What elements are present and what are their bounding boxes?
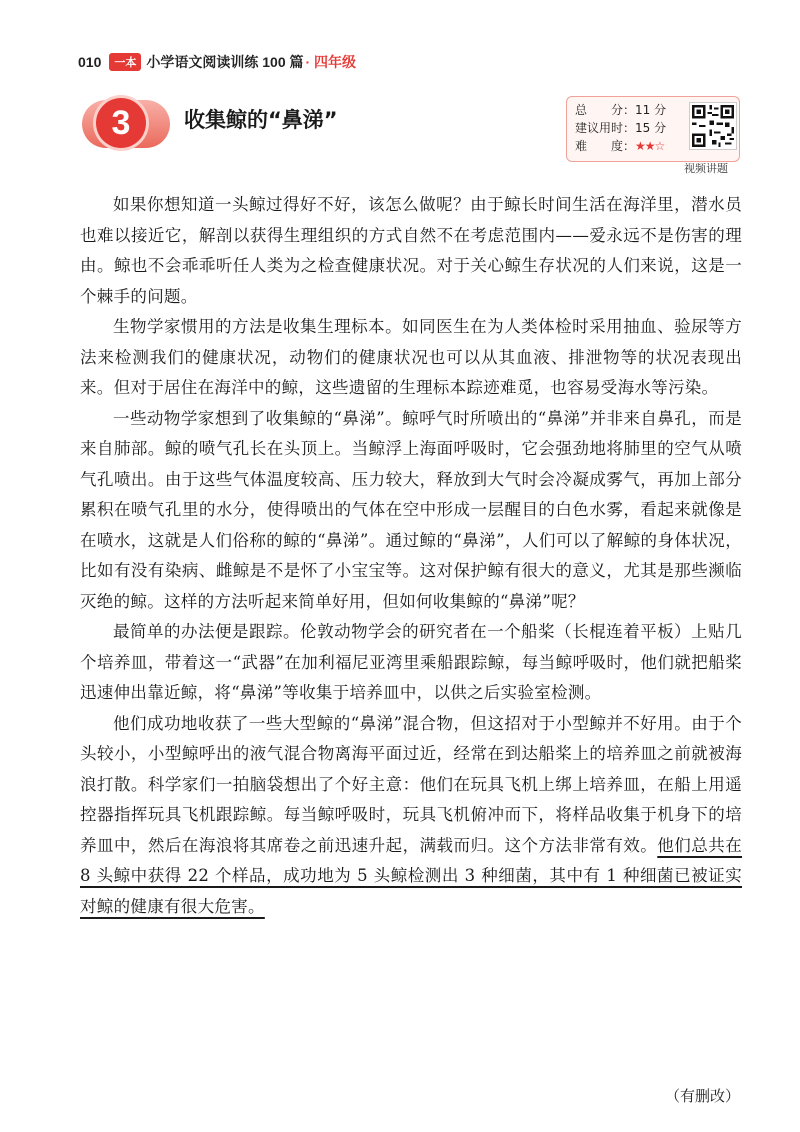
page-number: 010 [78,54,102,70]
qr-code-icon[interactable] [689,102,737,150]
series-title: 小学语文阅读训练 100 篇 [146,54,304,70]
brand-logo: 一本 [109,53,141,71]
lesson-number: 3 [96,98,146,148]
lesson-number-badge [82,100,170,148]
score-row [575,101,666,119]
score-label: 总 分： [575,103,636,117]
time-label: 建议用时： [575,121,636,135]
lesson-title: 收集鲸的“鼻涕” [184,108,338,132]
source-note: （有删改） [664,1087,740,1105]
time-row [575,119,666,137]
underlined-sentence: 他们总共在 8 头鲸中获得 22 个样品，成功地为 5 头鲸检测出 3 种细菌，其中有 1 种细菌已被证实对鲸的健康有很大危害。 [80,835,742,916]
paragraph-1: 如果你想知道一头鲸过得好不好，该怎么做呢？由于鲸长时间生活在海洋里，潜水员也难以接近它，解剖以获得生理组织的方式自然不在考虑范围内——爱永远不是伤害的理由。鲸也不会乖乖听任人类为之检查健康状况。对于关心鲸生存状况的人们来说，这是一个棘手的问题。 [80,195,742,306]
difficulty-label: 难 度： [575,139,636,153]
time-value: 15 分 [635,121,667,135]
article-body [80,190,742,922]
lesson-info-box [566,96,740,162]
paragraph-5 [80,709,742,923]
difficulty-row [575,137,666,155]
lesson-title-banner [82,94,552,156]
grade-label: · 四年级 [305,54,357,70]
paragraph-5-text: 他们成功地收获了一些大型鲸的“鼻涕”混合物，但这招对于小型鲸并不好用。由于个头较小，小型鲸呼出的液气混合物离海平面过近，经常在到达船桨上的培养皿之前就被海浪打散。科学家们一拍脑袋想出了个好主意：他们在玩具飞机上绑上培养皿，在船上用遥控器指挥玩具飞机跟踪鲸。每当鲸呼吸时，玩具飞机俯冲而下，将样品收集于机身下的培养皿中，然后在海浪将其席卷之前迅速升起，满载而归。这个方法非常有效。 [80,713,742,855]
qr-caption: 视频讲题 [684,162,728,175]
paragraph-2: 生物学家惯用的方法是收集生理标本。如同医生在为人类体检时采用抽血、验尿等方法来检测我们的健康状况，动物们的健康状况也可以从其血液、排泄物等的状况表现出来。但对于居住在海洋中的鲸，这些遗留的生理标本踪迹难觅，也容易受海水等污染。 [80,317,742,397]
paragraph-3: 一些动物学家想到了收集鲸的“鼻涕”。鲸呼气时所喷出的“鼻涕”并非来自鼻孔，而是来自肺部。鲸的喷气孔长在头顶上。当鲸浮上海面呼吸时，它会强劲地将肺里的空气从喷气孔喷出。由于这些气体温度较高、压力较大，释放到大气时会冷凝成雾气，再加上部分累积在喷气孔里的水分，使得喷出的气体在空中形成一层醒目的白色水雾，看起来就像是在喷水，这就是人们俗称的鲸的“鼻涕”。通过鲸的“鼻涕”，人们可以了解鲸的身体状况，比如有没有染病、雌鲸是不是怀了小宝宝等。这对保护鲸有很大的意义，尤其是那些濒临灭绝的鲸。这样的方法听起来简单好用，但如何收集鲸的“鼻涕”呢？ [80,408,742,611]
difficulty-stars: ★★☆ [635,139,665,153]
score-value: 11 分 [635,103,667,117]
paragraph-4: 最简单的办法便是跟踪。伦敦动物学会的研究者在一个船桨（长棍连着平板）上贴几个培养皿，带着这一“武器”在加利福尼亚湾里乘船跟踪鲸，每当鲸呼吸时，他们就把船桨迅速伸出靠近鲸，将“鼻涕”等收集于培养皿中，以供之后实验室检测。 [80,622,742,702]
page-header [78,52,356,72]
